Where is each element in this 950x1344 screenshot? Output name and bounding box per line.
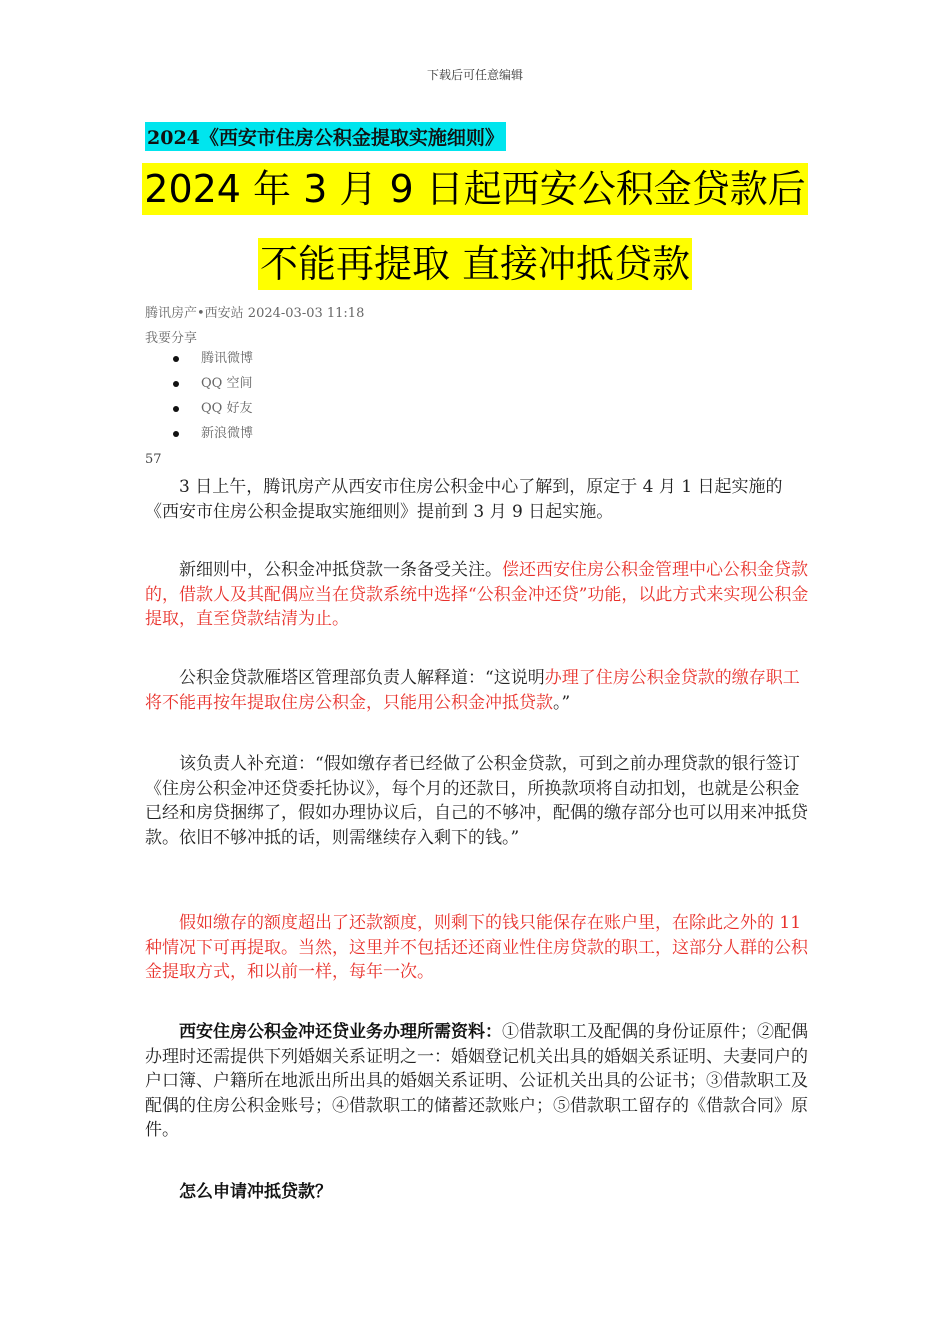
headline-line-1 bbox=[0, 163, 950, 215]
paragraph-5: 假如缴存的额度超出了还款额度，则剩下的钱只能保存在账户里，在除此之外的 11 种情况下可再提取。当然，这里并不包括还还商业性住房贷款的职工，这部分人群的公积金提取方式，和以前一样，每年一次。 bbox=[145, 913, 808, 982]
paragraph-6 bbox=[145, 1020, 811, 1143]
share-item-qq-zone[interactable]: QQ 空间 bbox=[170, 371, 253, 396]
paragraph-3-end: 。” bbox=[553, 692, 571, 713]
paragraph-6-body: ①借款职工及配偶的身份证原件；②配偶办理时还需提供下列婚姻关系证明之一：婚姻登记机关出具的婚姻关系证明、夫妻同户的户口簿、户籍所在地派出所出具的婚姻关系证明、公证机关出具的公证书；③借款职工及配偶的住房公积金账号；④借款职工的储蓄还款账户；⑤借款职工留存的《借款合同》原件。 bbox=[145, 1022, 808, 1140]
share-item-sina-weibo[interactable]: 新浪微博 bbox=[170, 421, 253, 446]
paragraph-2 bbox=[145, 558, 811, 632]
source-line: 腾讯房产•西安站 2024-03-03 11:18 bbox=[145, 306, 365, 321]
share-item-qq-friends[interactable]: QQ 好友 bbox=[170, 396, 253, 421]
headline-line-2 bbox=[0, 238, 950, 290]
paragraph-1: 3 日上午，腾讯房产从西安市住房公积金中心了解到，原定于 4 月 1 日起实施的《西安市住房公积金提取实施细则》提前到 3 月 9 日起实施。 bbox=[145, 477, 783, 522]
headline-line-2-text: 不能再提取 直接冲抵贷款 bbox=[258, 238, 692, 290]
share-item-tencent-weibo[interactable]: 腾讯微博 bbox=[170, 346, 253, 371]
share-count: 57 bbox=[145, 452, 162, 467]
paragraph-4: 该负责人补充道：“假如缴存者已经做了公积金贷款，可到之前办理贷款的银行签订《住房公积金冲还贷委托协议》，每个月的还款日，所换款项将自动扣划，也就是公积金已经和房贷捆绑了，假如办理协议后，自己的不够冲，配偶的缴存部分也可以用来冲抵贷款。依旧不够冲抵的话，则需继续存入剩下的钱。” bbox=[145, 754, 808, 848]
paragraph-3 bbox=[145, 666, 811, 715]
share-label: 我要分享 bbox=[145, 331, 198, 346]
paragraph-7 bbox=[145, 1180, 811, 1205]
share-list bbox=[170, 346, 253, 446]
paragraph-6-heading: 西安住房公积金冲还贷业务办理所需资料： bbox=[179, 1022, 502, 1042]
paragraph-3-plain: 公积金贷款雁塔区管理部负责人解释道：“这说明 bbox=[179, 668, 545, 688]
paragraph-3-highlight: 办理了住房公积金贷款的缴存职工将不能再按年提取住房公积金，只能用公积金冲抵贷款 bbox=[145, 668, 800, 713]
headline-line-1-text: 2024 年 3 月 9 日起西安公积金贷款后 bbox=[142, 163, 807, 215]
paragraph-2-plain: 新细则中，公积金冲抵贷款一条备受关注。 bbox=[179, 560, 502, 580]
document-title: 2024《西安市住房公积金提取实施细则》 bbox=[145, 122, 506, 151]
page-header-note: 下载后可任意编辑 bbox=[426, 68, 523, 82]
section-question: 怎么申请冲抵贷款？ bbox=[179, 1182, 332, 1202]
paragraph-2-highlight: 偿还西安住房公积金管理中心公积金贷款的，借款人及其配偶应当在贷款系统中选择“公积金冲还贷”功能，以此方式来实现公积金提取，直至贷款结清为止。 bbox=[145, 560, 809, 629]
